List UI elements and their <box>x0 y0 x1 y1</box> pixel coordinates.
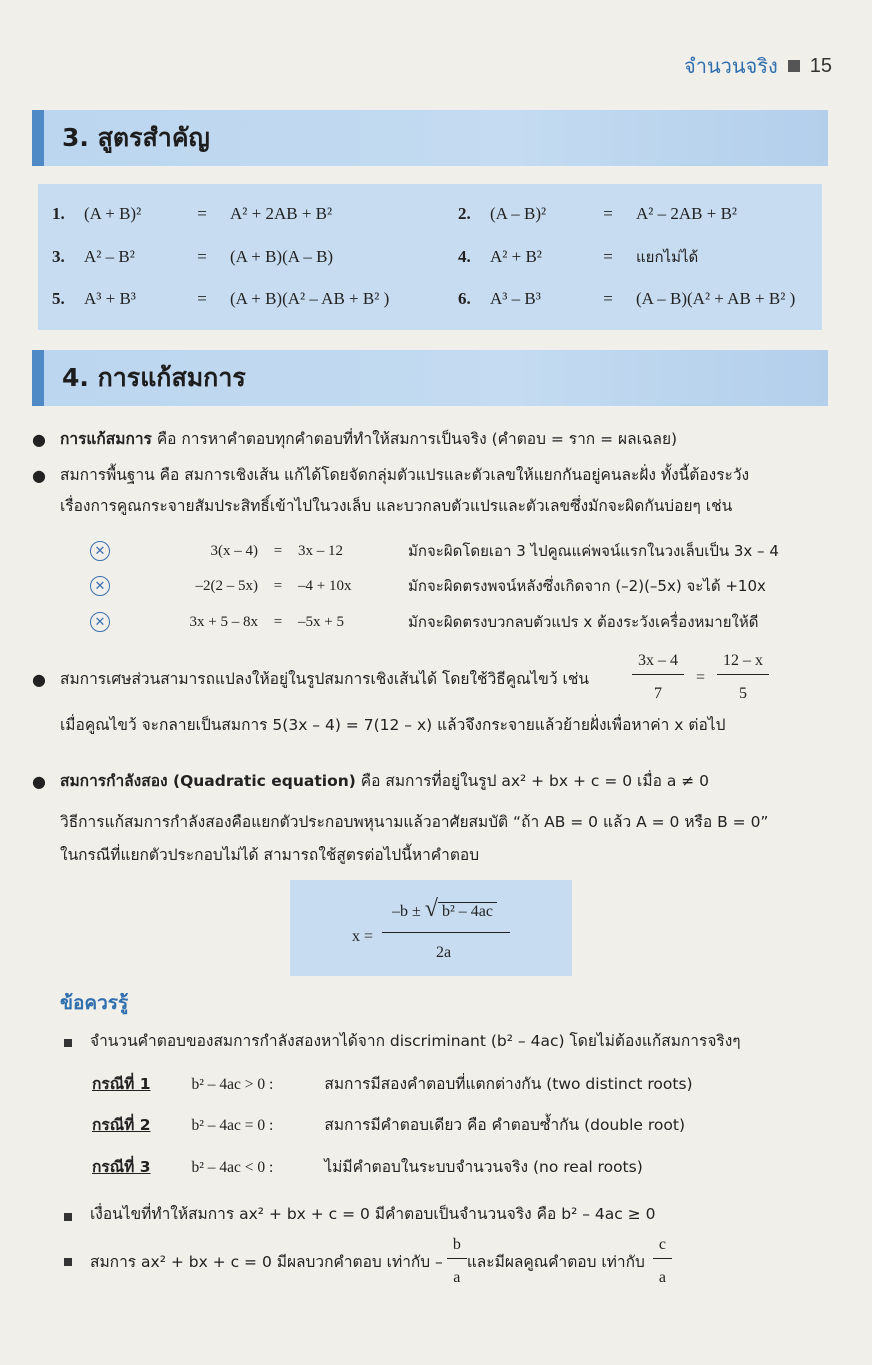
product-roots-text: และมีผลคูณคำตอบ เท่ากับ <box>466 1253 645 1271</box>
fraction-numerator: c <box>653 1236 672 1259</box>
formula-5 <box>52 281 389 317</box>
wrong-mark-icon: ✕ <box>90 576 110 596</box>
fraction-equation-line-1: สมการเศษส่วนสามารถแปลงให้อยู่ในรูปสมการเชิงเส้นได้ โดยใช้วิธีคูณไขว้ เช่น <box>60 670 589 688</box>
formula-equals: = <box>603 247 613 266</box>
fraction-right <box>717 652 769 703</box>
formula-3 <box>52 239 333 275</box>
case-description: ไม่มีคำตอบในระบบจำนวนจริง (no real roots) <box>324 1158 643 1176</box>
basic-equation-line-2: เรื่องการคูณกระจายสัมประสิทธิ์เข้าไปในวงเล็บ และบวกลบตัวแปรและตัวเลขซึ่งมักจะผิดกันบ่อยๆ เช่น <box>60 497 733 515</box>
quadratic-definition <box>60 772 709 791</box>
formula-lhs: A³ – B³ <box>490 289 541 308</box>
example-equals: = <box>273 577 283 594</box>
case-label: กรณีที่ 2 <box>92 1116 151 1134</box>
case-1-row <box>92 1075 693 1095</box>
sum-roots-text: สมการ ax² + bx + c = 0 มีผลบวกคำตอบ เท่ากับ – <box>90 1253 443 1271</box>
term-solving-equation: การแก้สมการ <box>60 430 152 448</box>
formula-rhs: (A – B)(A² + AB + B² ) <box>636 289 796 308</box>
quadratic-definition-text: คือ สมการที่อยู่ในรูป ax² + bx + c = 0 เมื่อ a ≠ 0 <box>355 772 710 790</box>
example-lhs: –2(2 – 5x) <box>195 577 258 594</box>
formula-lhs: A² + B² <box>490 247 542 266</box>
formula-equals: = <box>197 204 207 223</box>
formula-equals: = <box>603 289 613 308</box>
real-root-condition: เงื่อนไขที่ทำให้สมการ ax² + bx + c = 0 มีคำตอบเป็นจำนวนจริง คือ b² – 4ac ≥ 0 <box>90 1205 656 1223</box>
sqrt-icon: √ <box>424 896 438 922</box>
bullet-dot: ● <box>32 466 46 485</box>
know-heading: ข้อควรรู้ <box>60 992 129 1014</box>
square-bullet <box>64 1258 72 1266</box>
case-label: กรณีที่ 3 <box>92 1158 151 1176</box>
case-description: สมการมีคำตอบเดียว คือ คำตอบซ้ำกัน (double root) <box>324 1116 685 1134</box>
fraction-equation-line-2: เมื่อคูณไขว้ จะกลายเป็นสมการ 5(3x – 4) = 7(12 – x) แล้วจึงกระจายแล้วย้ายฝั่งเพื่อหาค่า x ต่อไป <box>60 716 726 734</box>
fraction-equals: = <box>696 668 706 686</box>
formula-rhs: A² + 2AB + B² <box>230 204 333 223</box>
case-label: กรณีที่ 1 <box>92 1075 151 1093</box>
definition-text: คือ การหาคำตอบทุกคำตอบที่ทำให้สมการเป็นจริง (คำตอบ = ราก = ผลเฉลย) <box>151 430 678 448</box>
bullet-dot: ● <box>32 430 46 449</box>
header-square-icon <box>788 60 800 72</box>
formula-6 <box>458 281 795 317</box>
case-3-row <box>92 1158 643 1178</box>
example-lhs: 3(x – 4) <box>210 542 258 559</box>
example-rhs: –4 + 10x <box>298 577 352 594</box>
formula-number: 4. <box>458 247 471 266</box>
example-rhs: –5x + 5 <box>298 613 344 630</box>
formula-rhs: (A + B)(A² – AB + B² ) <box>230 289 390 308</box>
quadratic-lhs: x = <box>352 928 374 945</box>
fraction-numerator: 12 – x <box>717 652 769 675</box>
formula-lhs: (A – B)² <box>490 204 547 223</box>
mistake-example-1 <box>90 536 779 566</box>
sum-product-roots <box>90 1236 672 1287</box>
case-condition: b² – 4ac > 0 : <box>191 1076 274 1093</box>
fraction-denominator: a <box>453 1269 461 1286</box>
formula-lhs: A² – B² <box>84 247 135 266</box>
formula-number: 3. <box>52 247 65 266</box>
bullet-dot: ● <box>32 772 46 791</box>
formula-2 <box>458 196 737 232</box>
section-4-heading: 4. การแก้สมการ <box>32 350 828 406</box>
mistake-example-2 <box>90 571 766 601</box>
formula-lhs: (A + B)² <box>84 204 142 223</box>
page-header <box>684 50 832 82</box>
formula-rhs: A² – 2AB + B² <box>636 204 738 223</box>
fraction-equation-example <box>632 652 769 703</box>
case-condition: b² – 4ac < 0 : <box>191 1159 274 1176</box>
quadratic-method-line: วิธีการแก้สมการกำลังสองคือแยกตัวประกอบพหุนามแล้วอาศัยสมบัติ “ถ้า AB = 0 แล้ว A = 0 หรือ B = 0” <box>60 813 769 831</box>
example-equals: = <box>273 613 283 630</box>
quadratic-numerator <box>392 896 497 923</box>
quadratic-formula-box <box>290 880 572 976</box>
square-bullet <box>64 1039 72 1047</box>
fraction-denominator: 5 <box>739 685 748 702</box>
formula-equals: = <box>197 289 207 308</box>
formula-1 <box>52 196 332 232</box>
formula-lhs: A³ + B³ <box>84 289 136 308</box>
sum-roots-fraction <box>447 1236 467 1287</box>
example-lhs: 3x + 5 – 8x <box>189 613 258 630</box>
example-note: มักจะผิดตรงบวกลบตัวแปร x ต้องระวังเครื่องหมายให้ดี <box>408 613 759 631</box>
formula-number: 2. <box>458 204 471 223</box>
square-bullet <box>64 1213 72 1221</box>
basic-equation-line-1: สมการพื้นฐาน คือ สมการเชิงเส้น แก้ได้โดยจัดกลุ่มตัวแปรและตัวเลขให้แยกกันอยู่คนละฝั่ง ทั้งนี้ต้องระวัง <box>60 466 750 484</box>
wrong-mark-icon: ✕ <box>90 541 110 561</box>
formula-equals: = <box>197 247 207 266</box>
formula-rhs: (A + B)(A – B) <box>230 247 334 266</box>
section-3-heading: 3. สูตรสำคัญ <box>32 110 828 166</box>
definition-paragraph <box>60 430 677 449</box>
wrong-mark-icon: ✕ <box>90 612 110 632</box>
quadratic-denominator: 2a <box>436 944 452 961</box>
example-rhs: 3x – 12 <box>298 542 343 559</box>
quadratic-radicand: b² – 4ac <box>438 902 497 920</box>
mistake-example-3 <box>90 607 758 637</box>
page-number: 15 <box>809 54 832 77</box>
formula-box <box>38 184 822 330</box>
bullet-dot: ● <box>32 670 46 689</box>
case-condition: b² – 4ac = 0 : <box>191 1117 274 1134</box>
formula-number: 5. <box>52 289 65 308</box>
fraction-numerator: 3x – 4 <box>632 652 684 675</box>
formula-rhs: แยกไม่ได้ <box>636 248 699 266</box>
term-quadratic-equation: สมการกำลังสอง (Quadratic equation) <box>60 772 356 790</box>
product-roots-fraction <box>653 1236 672 1287</box>
case-2-row <box>92 1116 685 1136</box>
fraction-numerator: b <box>447 1236 467 1259</box>
fraction-left <box>632 652 684 703</box>
fraction-denominator: 7 <box>654 685 662 702</box>
quadratic-minus-b: –b ± <box>392 903 421 920</box>
formula-equals: = <box>603 204 613 223</box>
case-description: สมการมีสองคำตอบที่แตกต่างกัน (two distinct roots) <box>324 1075 693 1093</box>
example-note: มักจะผิดโดยเอา 3 ไปคูณแค่พจน์แรกในวงเล็บเป็น 3x – 4 <box>408 542 779 560</box>
formula-number: 1. <box>52 204 65 223</box>
formula-number: 6. <box>458 289 471 308</box>
quadratic-formula-intro: ในกรณีที่แยกตัวประกอบไม่ได้ สามารถใช้สูตรต่อไปนี้หาคำตอบ <box>60 846 480 864</box>
discriminant-paragraph: จำนวนคำตอบของสมการกำลังสองหาได้จาก discriminant (b² – 4ac) โดยไม่ต้องแก้สมการจริงๆ <box>90 1032 741 1050</box>
chapter-title: จำนวนจริง <box>684 54 778 78</box>
fraction-bar <box>382 932 510 933</box>
example-equals: = <box>273 542 283 559</box>
example-note: มักจะผิดตรงพจน์หลังซึ่งเกิดจาก (–2)(–5x) จะได้ +10x <box>408 577 766 595</box>
formula-4 <box>458 239 698 275</box>
fraction-denominator: a <box>658 1269 666 1286</box>
